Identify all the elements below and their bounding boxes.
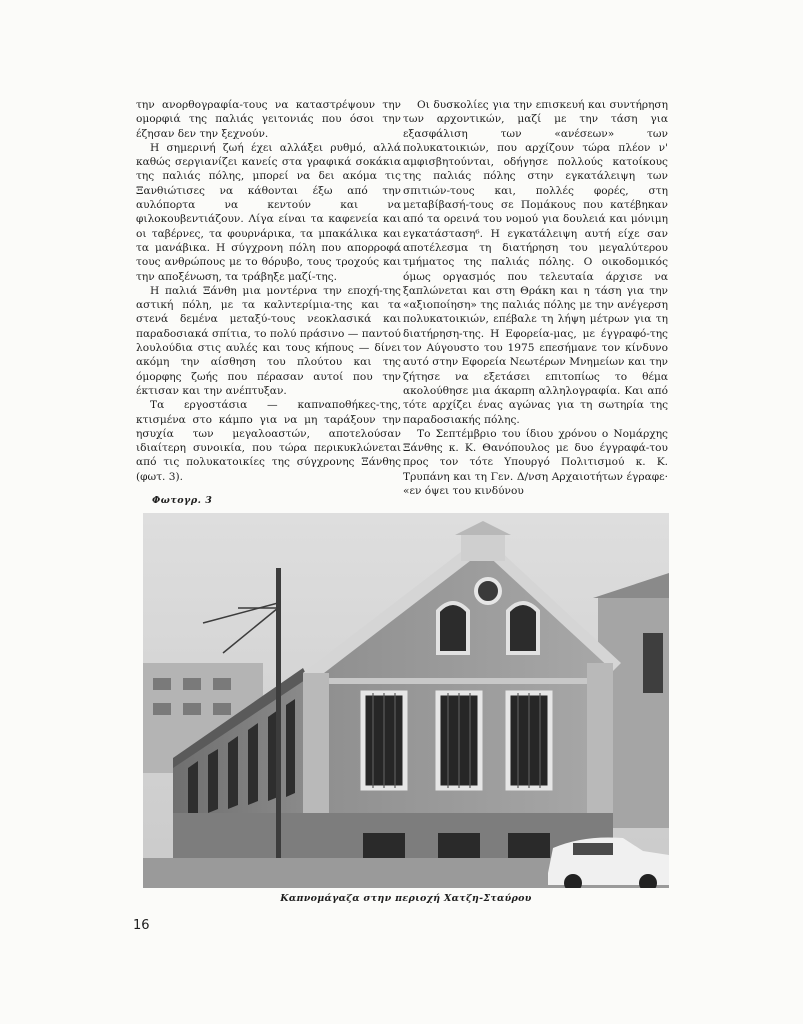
figure-photo [143, 513, 669, 888]
paragraph: Η σημερινή ζωή έχει αλλάξει ρυθμό, αλλά καθώς σεργιανίζει κανείς στα γραφικά σοκάκια της παλιάς πόλης, μπορεί να δει ακόμα τις Ξανθιώτισες να κάθονται έξω από την αυλόπορτα να κεντούν και να φιλοκουβεντιάζουν. Λίγα είναι τα καφενεία και οι ταβέρνες, τα φουρνάρικα, τα μπακάλικα και τα μανάβικα. Η σύγχρονη πόλη που απορροφά τους ανθρώπους με το θόρυβο, τους τροχούς και την αποξένωση, τα τράβηξε μαζί-της. [136, 141, 401, 283]
paragraph: την ανορθογραφία-τους να καταστρέψουν την ομορφιά της παλιάς γειτονιάς που όσοι την έζησαν δεν την ξεχνούν. [136, 99, 401, 140]
paragraph: Τα εργοστάσια — καπναποθήκες-της, κτισμένα στο κάμπο για να μη ταράξουν την ησυχία των μεγαλοαστών, αποτελούσαν ιδιαίτερη συνοικία, που τώρα περικυκλώνεται από τις πολυκατοικίες της σύγχρονης Ξάνθης (φωτ. 3). [136, 399, 401, 483]
figure-label: Φωτογρ. 3 [152, 495, 213, 506]
right-text-column [403, 98, 668, 498]
left-text-column [136, 98, 401, 484]
paragraph: Η παλιά Ξάνθη μια μοντέρνα την εποχή-της αστική πόλη, με τα καλντερίμια-της και τα στενά δεμένα μεταξύ-τους νεοκλασικά και παραδοσιακά σπίτια, το πολύ πράσινο — παντού λουλούδια στις αυλές και τους κήπους — δίνει ακόμη την αίσθηση του πλούτου και της όμορφης ζωής που πέρασαν αυτοί που την έκτισαν και την ανέπτυξαν. [136, 284, 401, 397]
figure-caption: Καπνομάγαζα στην περιοχή Χατζη-Σταύρου [280, 893, 532, 904]
paragraph: Το Σεπτέμβριο του ίδιου χρόνου ο Νομάρχης Ξάνθης κ. Κ. Θανόπουλος με δυο έγγραφά-του προς τον τότε Υπουργό Πολιτισμού κ. Κ. Τρυπάνη και τη Γεν. Δ/νση Αρχαιοτήτων έγραφε· «εν όψει του κινδύνου [403, 427, 668, 498]
page-number: 16 [133, 918, 150, 933]
paragraph: Οι δυσκολίες για την επισκευή και συντήρηση των αρχοντικών, μαζί με την τάση για εξασφάλιση των «ανέσεων» των πολυκατοικιών, που αρχίζουν τώρα πλέον ν' αμφισβητούνται, οδήγησε πολλούς κατοίκους της παλιάς πόλης στην εγκατάλειψη των σπιτιών-τους και, πολλές φορές, στη μεταβίβασή-τους σε Πομάκους που κατέβηκαν από τα ορεινά του νομού για δουλειά και μόνιμη εγκατάσταση⁶. Η εγκατάλειψη αυτή είχε σαν αποτέλεσμα τη διατήρηση του μεγαλύτερου τμήματος της παλιάς πόλης. Ο οικοδομικός όμως οργασμός που τελευταία άρχισε να ξαπλώνεται και στη Θράκη και η τάση για την «αξιοποίηση» της παλιάς πόλης με την ανέγερση πολυκατοικιών, επέβαλε τη λήψη μέτρων για τη διατήρηση-της. Η Εφορεία-μας, με έγγραφό-της τον Αύγουστο του 1975 επεσήμανε τον κίνδυνο αυτό στην Εφορεία Νεωτέρων Μνημείων και την ζήτησε να εξετάσει επιτοπίως το θέμα ακολούθησε μια άκαρπη αλληλογραφία. Και από τότε αρχίζει ένας αγώνας για τη σωτηρία της παραδοσιακής πόλης. [403, 99, 668, 426]
tobacco-warehouse-photo-icon [143, 513, 669, 888]
